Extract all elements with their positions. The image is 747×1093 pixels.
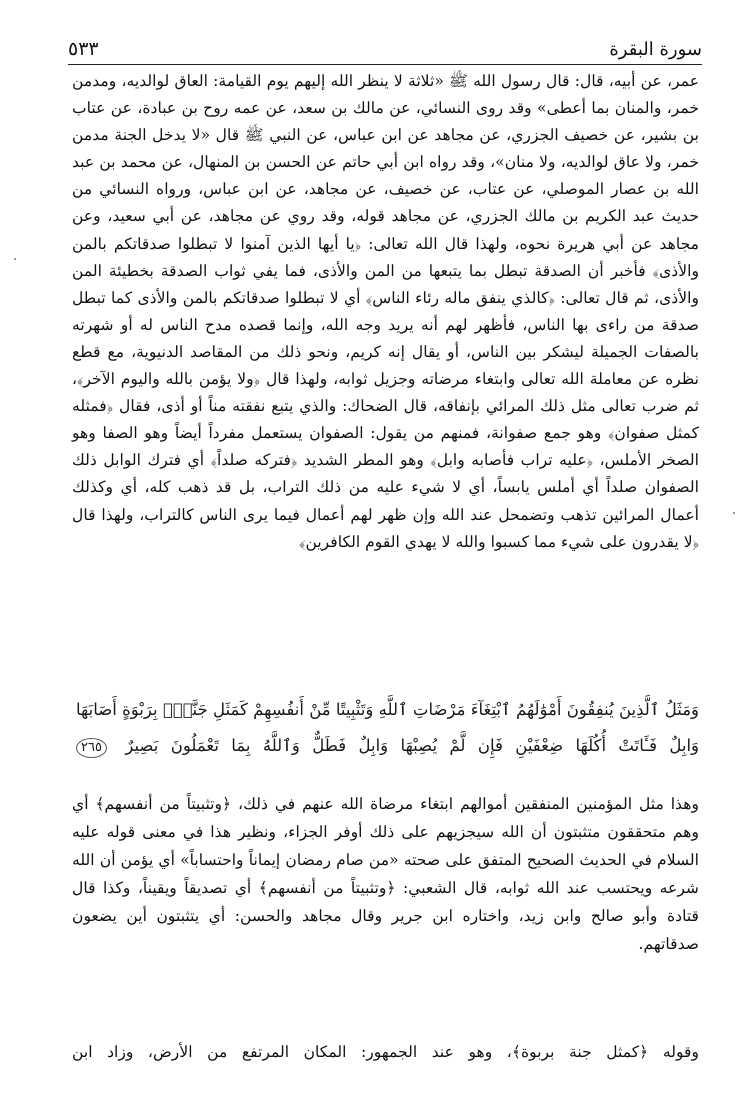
quran-verse <box>76 692 699 770</box>
commentary-block <box>72 68 699 556</box>
verse-text: وَمَثَلُ ٱلَّذِينَ يُنفِقُونَ أَمْوَٰلَهُمُ ٱبْتِغَآءَ مَرْضَاتِ ٱللَّهِ وَتَثْبِيتًا مِّنْ أَنفُسِهِمْ كَمَثَلِ جَنَّةٍۭ بِرَبْوَةٍ أَصَابَهَا وَابِلٌ فَـَٔاتَتْ أُكُلَهَا ضِعْفَيْنِ فَإِن لَّمْ يُصِبْهَا وَابِلٌ فَطَلٌّ وَٱللَّهُ بِمَا تَعْمَلُونَ بَصِيرٌ <box>76 700 699 755</box>
commentary-paragraph: عمر، عن أبيه، قال: قال رسول الله ﷺ «ثلاثة لا ينظر الله إليهم يوم القيامة: العاق لوالديه، ومدمن خمر، والمنان بما أعطى» وقد روى النسائي، عن مالك بن سعد، عن عمه روح بن عبادة، عن عتاب بن بشير، عن خصيف الجزري، عن مجاهد عن ابن عباس، عن النبي ﷺ قال «لا يدخل الجنة مدمن خمر، ولا عاق لوالديه، ولا منان»، وقد رواه ابن أبي حاتم عن الحسن بن المنهال، عن محمد بن عبد الله بن عصار الموصلي، عن عتاب، عن خصيف، عن مجاهد، عن ابن عباس، ورواه النسائي من حديث عبد الكريم بن مالك الجزري، عن مجاهد قوله، وقد روي عن مجاهد، عن أبي سعيد، وعن مجاهد عن أبي هريرة نحوه، ولهذا قال الله تعالى: ﴿يا أيها الذين آمنوا لا تبطلوا صدقاتكم بالمن والأذى﴾ فأخبر أن الصدقة تبطل بما يتبعها من المن والأذى، فما يفي ثواب الصدقة بخطيئة المن والأذى، ثم قال تعالى: ﴿كالذي ينفق ماله رئاء الناس﴾ أي لا تبطلوا صدقاتكم بالمن والأذى كما تبطل صدقة من راءى بها الناس، فأظهر لهم أنه يريد وجه الله، وإنما قصده مدح الناس له أو شهرته بالصفات الجميلة ليشكر بين الناس، أو يقال إنه كريم، ونحو ذلك من المقاصد الدنيوية، مع قطع نظره عن معاملة الله تعالى وابتغاء مرضاته وجزيل ثوابه، ولهذا قال ﴿ولا يؤمن بالله واليوم الآخر﴾، ثم ضرب تعالى مثل ذلك المرائي بإنفاقه، قال الضحاك: والذي يتبع نفقته مناً أو أذى، فقال ﴿فمثله كمثل صفوان﴾ وهو جمع صفوانة، فمنهم من يقول: الصفوان يستعمل مفرداً أيضاً وهو الصفا وهو الصخر الأملس، ﴿عليه تراب فأصابه وابل﴾ وهو المطر الشديد ﴿فتركه صلداً﴾ أي فترك الوابل ذلك الصفوان صلداً أي أملس يابساً، أي لا شيء عليه من ذلك التراب، بل قد ذهب كله، أي وكذلك أعمال المرائين تذهب وتضمحل عند الله وإن ظهر لهم أعمال فيما يرى الناس كالتراب، ولهذا قال ﴿لا يقدرون على شيء مما كسبوا والله لا يهدي القوم الكافرين﴾ <box>72 72 699 551</box>
commentary-after-verse <box>72 790 699 958</box>
commentary-continuation <box>72 1038 699 1066</box>
page-number: ٥٣٣ <box>68 38 99 60</box>
scan-speck <box>14 258 16 260</box>
verse-number-marker: ٢٦٥ <box>76 738 107 758</box>
commentary-paragraph: وهذا مثل المؤمنين المنفقين أموالهم ابتغاء مرضاة الله عنهم في ذلك، ﴿وتثبيتاً من أنفسهم﴾ أي وهم متحققون متثبتون أن الله سيجزيهم على ذلك أوفر الجزاء، ونظير هذا في معنى قوله عليه السلام في الحديث الصحيح المتفق على صحته «من صام رمضان إيماناً واحتساباً» أي يؤمن أن الله شرعه ويحتسب عند الله ثوابه، قال الشعبي: ﴿وتثبيتاً من أنفسهم﴾ أي تصديقاً ويقيناً، وكذا قال قتادة وأبو صالح وابن زيد، واختاره ابن جرير وقال مجاهد والحسن: أي يتثبتون أين يضعون صدقاتهم. <box>72 795 699 953</box>
page-header <box>68 30 702 65</box>
surah-name: سورة البقرة <box>609 39 702 60</box>
commentary-paragraph: وقوله ﴿كمثل جنة بربوة﴾، وهو عند الجمهور: المكان المرتفع من الأرض، وزاد ابن <box>72 1043 699 1061</box>
scan-speck <box>733 512 735 514</box>
